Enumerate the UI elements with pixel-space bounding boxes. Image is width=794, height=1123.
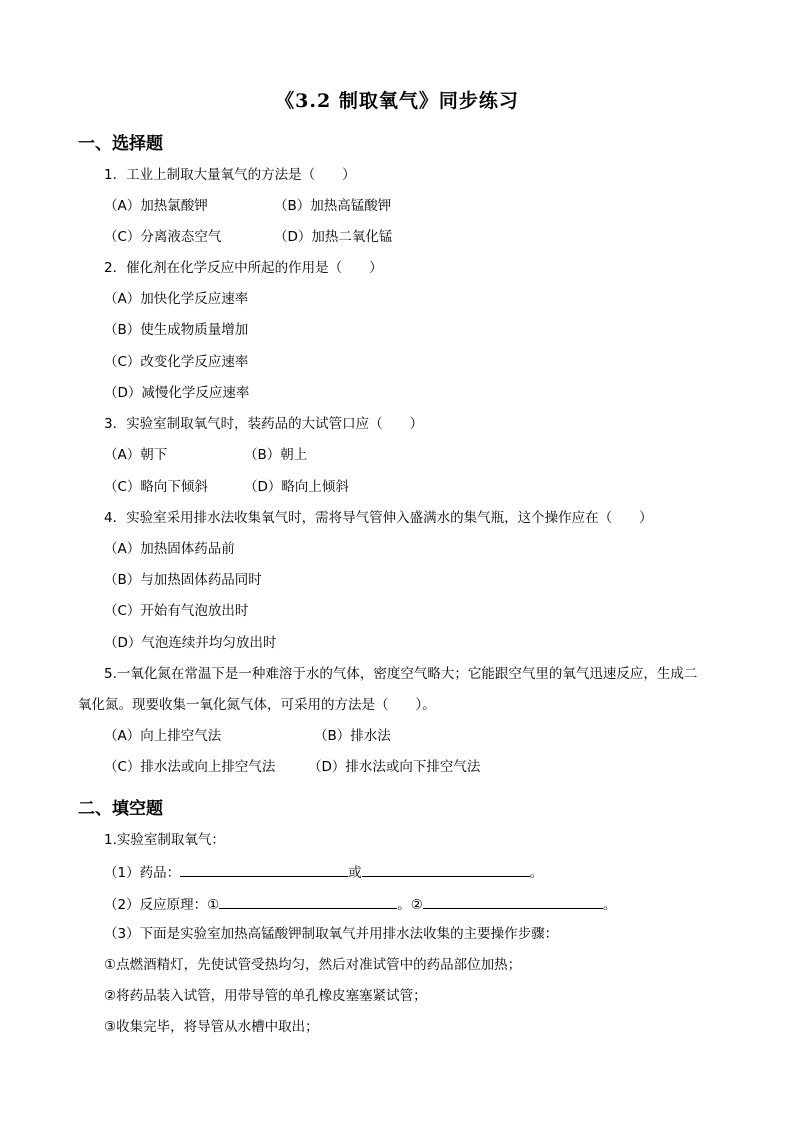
step-item: ③收集完毕，将导管从水槽中取出； — [104, 1019, 319, 1035]
option: （D）减慢化学反应速率 — [104, 385, 250, 401]
question-stem: 5.一氧化氮在常温下是一种难溶于水的气体，密度空气略大；它能跟空气里的氧气迅速反应，生成二 — [104, 666, 698, 682]
page-title: 《3.2 制取氧气》同步练习 — [275, 90, 519, 112]
option: （B）加热高锰酸钾 — [274, 198, 392, 214]
option: （D）加热二氧化锰 — [274, 229, 393, 245]
fill-label: （1）药品： — [104, 865, 181, 881]
option: （C）开始有气泡放出时 — [104, 603, 249, 619]
option: （D）排水法或向下排空气法 — [308, 759, 481, 775]
option: （C）改变化学反应速率 — [104, 354, 249, 370]
option: （D）略向上倾斜 — [244, 479, 349, 495]
fill-connector: 。② — [397, 897, 423, 913]
fill-line-drugs — [104, 862, 543, 882]
answer-blank[interactable] — [362, 862, 530, 877]
fill-connector: 或 — [348, 865, 362, 881]
question-stem: 4．实验室采用排水法收集氧气时，需将导气管伸入盛满水的集气瓶，这个操作应在（ ） — [104, 510, 653, 526]
option: （A）向上排空气法 — [104, 728, 222, 744]
option: （C）分离液态空气 — [104, 229, 222, 245]
option: （C）略向下倾斜 — [104, 479, 208, 495]
section-heading-fill: 二、填空题 — [78, 799, 163, 819]
option: （B）与加热固体药品同时 — [104, 572, 262, 588]
question-stem: 3．实验室制取氧气时，装药品的大试管口应（ ） — [104, 416, 424, 432]
fill-end: 。 — [602, 897, 617, 913]
fill-end: 。 — [529, 865, 544, 881]
option: （B）朝上 — [244, 447, 308, 463]
fill-label: （2）反应原理：① — [104, 897, 220, 913]
answer-blank[interactable] — [423, 894, 603, 909]
section-heading-choice: 一、选择题 — [78, 134, 163, 154]
steps-intro: （3）下面是实验室加热高锰酸钾制取氧气并用排水法收集的主要操作步骤： — [104, 926, 559, 942]
step-item: ②将药品装入试管，用带导管的单孔橡皮塞塞紧试管； — [104, 988, 427, 1004]
question-stem: 1.实验室制取氧气： — [104, 832, 225, 848]
option: （A）加热氯酸钾 — [104, 198, 208, 214]
option: （B）排水法 — [314, 728, 391, 744]
option: （A）加热固体药品前 — [104, 541, 235, 557]
question-stem: 1．工业上制取大量氧气的方法是（ ） — [104, 167, 356, 183]
answer-blank[interactable] — [180, 862, 348, 877]
option: （D）气泡连续并均匀放出时 — [104, 635, 277, 651]
question-stem-continued: 氧化氮。现要收集一氧化氮气体，可采用的方法是（ ）。 — [78, 697, 436, 713]
option: （B）使生成物质量增加 — [104, 322, 249, 338]
option: （A）朝下 — [104, 447, 168, 463]
question-stem: 2．催化剂在化学反应中所起的作用是（ ） — [104, 260, 383, 276]
option: （A）加快化学反应速率 — [104, 291, 249, 307]
option: （C）排水法或向上排空气法 — [104, 759, 276, 775]
step-item: ①点燃酒精灯，先使试管受热均匀，然后对准试管中的药品部位加热； — [104, 957, 522, 973]
answer-blank[interactable] — [219, 894, 397, 909]
fill-line-principle — [104, 894, 616, 914]
